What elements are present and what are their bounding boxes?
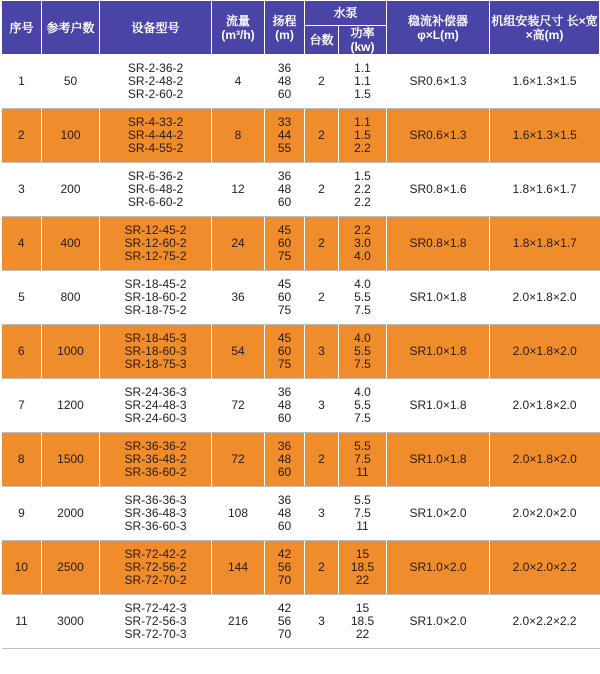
- cell-powers-line: 7.5: [354, 357, 371, 371]
- cell-index: 6: [2, 325, 42, 379]
- cell-models-line: SR-12-60-2: [124, 236, 187, 250]
- cell-heads-line: 60: [277, 411, 292, 425]
- cell-heads-line: 75: [277, 303, 292, 317]
- header-households: 参考户数: [42, 1, 100, 55]
- cell-index: 5: [2, 271, 42, 325]
- header-model: 设备型号: [100, 1, 212, 55]
- cell-pump-count: 2: [305, 541, 339, 595]
- header-flow: 流量(m³/h): [212, 1, 265, 55]
- cell-index: 1: [2, 55, 42, 109]
- cell-models: [100, 433, 212, 487]
- cell-models-line: SR-12-75-2: [124, 249, 187, 263]
- cell-models: [100, 379, 212, 433]
- cell-models: [100, 163, 212, 217]
- cell-powers-line: 2.2: [354, 195, 371, 209]
- table-row: [2, 109, 600, 163]
- table-row: [2, 163, 600, 217]
- cell-heads-line: 42: [277, 547, 292, 561]
- cell-heads: [265, 541, 305, 595]
- cell-powers-line: 15: [355, 547, 370, 561]
- cell-unit-size: 2.0×1.8×2.0: [490, 379, 600, 433]
- cell-pump-count: 2: [305, 109, 339, 163]
- cell-households: 1200: [42, 379, 100, 433]
- cell-heads-line: 48: [277, 74, 292, 88]
- cell-index: 2: [2, 109, 42, 163]
- cell-heads-line: 55: [277, 141, 292, 155]
- cell-heads: [265, 109, 305, 163]
- cell-models: [100, 271, 212, 325]
- cell-pump-count: 2: [305, 163, 339, 217]
- cell-heads-line: 70: [277, 573, 292, 587]
- cell-models-line: SR-2-48-2: [127, 74, 184, 88]
- cell-models-line: SR-4-55-2: [127, 141, 184, 155]
- cell-flow: 54: [212, 325, 265, 379]
- header-unit-size: 机组安装尺寸 长×宽×高(m): [490, 1, 600, 55]
- cell-powers-line: 11: [356, 519, 369, 533]
- cell-models-line: SR-24-60-3: [124, 411, 187, 425]
- cell-powers-line: 1.1: [354, 74, 371, 88]
- cell-models-line: SR-36-60-2: [124, 465, 187, 479]
- cell-heads-line: 48: [277, 398, 292, 412]
- cell-index: 4: [2, 217, 42, 271]
- cell-powers: [339, 595, 387, 649]
- cell-powers: [339, 487, 387, 541]
- cell-index: 8: [2, 433, 42, 487]
- cell-powers: [339, 325, 387, 379]
- cell-models-line: SR-72-70-3: [124, 627, 187, 641]
- cell-powers-line: 2.2: [354, 182, 371, 196]
- table-header: [2, 1, 600, 55]
- cell-powers-line: 22: [355, 573, 370, 587]
- cell-models-line: SR-12-45-2: [124, 223, 187, 237]
- cell-pump-count: 3: [305, 325, 339, 379]
- cell-flow: 8: [212, 109, 265, 163]
- cell-powers: [339, 109, 387, 163]
- table-row: [2, 217, 600, 271]
- header-pump-count: 台数: [305, 26, 339, 55]
- cell-models-line: SR-2-36-2: [127, 61, 184, 75]
- cell-powers-line: 1.5: [354, 87, 371, 101]
- cell-index: 9: [2, 487, 42, 541]
- cell-powers-line: 4.0: [354, 277, 371, 291]
- cell-models-line: SR-2-60-2: [127, 87, 184, 101]
- cell-heads: [265, 595, 305, 649]
- table-row: [2, 55, 600, 109]
- cell-heads-line: 60: [277, 87, 292, 101]
- cell-heads-line: 44: [277, 128, 292, 142]
- cell-powers-line: 5.5: [354, 344, 371, 358]
- cell-stabilizer: SR1.0×2.0: [387, 487, 490, 541]
- cell-heads-line: 60: [277, 465, 292, 479]
- cell-heads: [265, 487, 305, 541]
- cell-models-line: SR-18-45-3: [124, 331, 187, 345]
- cell-unit-size: 1.8×1.6×1.7: [490, 163, 600, 217]
- cell-flow: 72: [212, 379, 265, 433]
- cell-powers-line: 1.1: [354, 61, 371, 75]
- cell-heads: [265, 163, 305, 217]
- cell-unit-size: 2.0×1.8×2.0: [490, 433, 600, 487]
- cell-heads-line: 36: [277, 61, 292, 75]
- cell-pump-count: 2: [305, 433, 339, 487]
- cell-models: [100, 325, 212, 379]
- cell-powers-line: 18.5: [350, 614, 375, 628]
- cell-index: 11: [2, 595, 42, 649]
- cell-powers-line: 7.5: [354, 506, 371, 520]
- cell-powers: [339, 217, 387, 271]
- cell-pump-count: 2: [305, 217, 339, 271]
- cell-heads-line: 36: [277, 385, 292, 399]
- cell-powers-line: 22: [355, 627, 370, 641]
- cell-index: 3: [2, 163, 42, 217]
- cell-heads: [265, 379, 305, 433]
- cell-models-line: SR-18-60-3: [124, 344, 187, 358]
- cell-pump-count: 3: [305, 595, 339, 649]
- cell-powers-line: 18.5: [350, 560, 375, 574]
- cell-models-line: SR-4-33-2: [127, 115, 184, 129]
- cell-models-line: SR-18-45-2: [124, 277, 187, 291]
- cell-heads: [265, 325, 305, 379]
- cell-flow: 4: [212, 55, 265, 109]
- table-row: [2, 487, 600, 541]
- cell-pump-count: 3: [305, 379, 339, 433]
- cell-models-line: SR-6-48-2: [127, 182, 184, 196]
- cell-heads-line: 33: [277, 115, 292, 129]
- cell-stabilizer: SR1.0×2.0: [387, 541, 490, 595]
- cell-flow: 108: [212, 487, 265, 541]
- cell-powers-line: 4.0: [354, 385, 371, 399]
- cell-models: [100, 595, 212, 649]
- cell-models-line: SR-36-48-3: [124, 506, 187, 520]
- cell-heads: [265, 217, 305, 271]
- cell-households: 1500: [42, 433, 100, 487]
- cell-unit-size: 2.0×1.8×2.0: [490, 325, 600, 379]
- cell-models-line: SR-72-56-3: [124, 614, 187, 628]
- cell-heads-line: 60: [277, 344, 292, 358]
- cell-flow: 36: [212, 271, 265, 325]
- cell-heads-line: 60: [277, 290, 292, 304]
- cell-models: [100, 487, 212, 541]
- cell-households: 400: [42, 217, 100, 271]
- cell-stabilizer: SR1.0×2.0: [387, 595, 490, 649]
- cell-powers-line: 5.5: [354, 398, 371, 412]
- cell-unit-size: 2.0×2.0×2.0: [490, 487, 600, 541]
- cell-stabilizer: SR1.0×1.8: [387, 433, 490, 487]
- cell-models-line: SR-36-36-3: [124, 493, 187, 507]
- cell-models-line: SR-24-36-3: [124, 385, 187, 399]
- cell-flow: 216: [212, 595, 265, 649]
- cell-powers-line: 7.5: [354, 411, 371, 425]
- cell-powers-line: 2.2: [354, 141, 371, 155]
- cell-powers: [339, 541, 387, 595]
- cell-powers-line: 1.5: [354, 128, 371, 142]
- cell-powers-line: 3.0: [354, 236, 371, 250]
- cell-flow: 24: [212, 217, 265, 271]
- cell-models-line: SR-24-48-3: [124, 398, 187, 412]
- cell-unit-size: 2.0×2.0×2.2: [490, 541, 600, 595]
- cell-heads-line: 70: [277, 627, 292, 641]
- cell-powers-line: 4.0: [354, 331, 371, 345]
- cell-heads-line: 36: [277, 169, 292, 183]
- cell-heads-line: 60: [277, 236, 292, 250]
- cell-heads-line: 42: [277, 601, 292, 615]
- cell-stabilizer: SR0.6×1.3: [387, 109, 490, 163]
- cell-powers-line: 5.5: [354, 290, 371, 304]
- cell-heads-line: 36: [277, 439, 292, 453]
- cell-powers-line: 2.2: [354, 223, 371, 237]
- cell-models-line: SR-36-60-3: [124, 519, 187, 533]
- cell-heads-line: 56: [277, 560, 292, 574]
- cell-flow: 12: [212, 163, 265, 217]
- cell-heads-line: 48: [277, 506, 292, 520]
- table-row: [2, 271, 600, 325]
- table-row: [2, 325, 600, 379]
- table-row: [2, 379, 600, 433]
- header-stabilizer: 稳流补偿器 φ×L(m): [387, 1, 490, 55]
- header-index: 序号: [2, 1, 42, 55]
- cell-powers-line: 15: [355, 601, 370, 615]
- cell-households: 800: [42, 271, 100, 325]
- table-body: [2, 55, 600, 649]
- cell-powers: [339, 271, 387, 325]
- cell-stabilizer: SR0.6×1.3: [387, 55, 490, 109]
- cell-pump-count: 2: [305, 55, 339, 109]
- header-pump-power: 功率(kw): [339, 26, 387, 55]
- cell-flow: 72: [212, 433, 265, 487]
- cell-models: [100, 109, 212, 163]
- cell-stabilizer: SR1.0×1.8: [387, 325, 490, 379]
- cell-powers-line: 1.5: [354, 169, 371, 183]
- cell-models-line: SR-18-60-2: [124, 290, 187, 304]
- cell-powers-line: 5.5: [354, 439, 371, 453]
- cell-index: 7: [2, 379, 42, 433]
- cell-stabilizer: SR1.0×1.8: [387, 271, 490, 325]
- cell-heads-line: 45: [277, 277, 292, 291]
- cell-heads-line: 48: [277, 182, 292, 196]
- cell-models-line: SR-4-44-2: [127, 128, 184, 142]
- cell-models-line: SR-6-36-2: [127, 169, 184, 183]
- cell-households: 2000: [42, 487, 100, 541]
- header-pump-group: 水泵: [305, 1, 387, 26]
- cell-index: 10: [2, 541, 42, 595]
- cell-models-line: SR-72-42-2: [124, 547, 187, 561]
- cell-powers: [339, 163, 387, 217]
- cell-models-line: SR-18-75-3: [124, 357, 187, 371]
- cell-heads-line: 60: [277, 519, 292, 533]
- cell-flow: 144: [212, 541, 265, 595]
- cell-powers-line: 5.5: [354, 493, 371, 507]
- cell-powers-line: 7.5: [354, 303, 371, 317]
- cell-models-line: SR-36-48-2: [124, 452, 187, 466]
- cell-models: [100, 217, 212, 271]
- cell-pump-count: 3: [305, 487, 339, 541]
- cell-heads-line: 36: [277, 493, 292, 507]
- cell-households: 50: [42, 55, 100, 109]
- cell-powers: [339, 433, 387, 487]
- cell-models-line: SR-72-42-3: [124, 601, 187, 615]
- cell-pump-count: 2: [305, 271, 339, 325]
- cell-households: 3000: [42, 595, 100, 649]
- header-head: 扬程(m): [265, 1, 305, 55]
- cell-heads: [265, 55, 305, 109]
- cell-models-line: SR-6-60-2: [127, 195, 184, 209]
- cell-unit-size: 1.6×1.3×1.5: [490, 109, 600, 163]
- cell-heads-line: 75: [277, 357, 292, 371]
- cell-models: [100, 541, 212, 595]
- cell-models-line: SR-36-36-2: [124, 439, 187, 453]
- cell-heads: [265, 433, 305, 487]
- cell-powers-line: 11: [356, 465, 369, 479]
- table-row: [2, 541, 600, 595]
- cell-heads-line: 75: [277, 249, 292, 263]
- cell-models-line: SR-18-75-2: [124, 303, 187, 317]
- table-row: [2, 433, 600, 487]
- cell-unit-size: 2.0×2.2×2.2: [490, 595, 600, 649]
- cell-models: [100, 55, 212, 109]
- cell-models-line: SR-72-56-2: [124, 560, 187, 574]
- cell-heads-line: 45: [277, 223, 292, 237]
- cell-powers-line: 7.5: [354, 452, 371, 466]
- cell-powers: [339, 379, 387, 433]
- cell-heads-line: 56: [277, 614, 292, 628]
- cell-households: 2500: [42, 541, 100, 595]
- cell-stabilizer: SR0.8×1.8: [387, 217, 490, 271]
- cell-powers-line: 4.0: [354, 249, 371, 263]
- cell-unit-size: 1.6×1.3×1.5: [490, 55, 600, 109]
- cell-heads-line: 48: [277, 452, 292, 466]
- cell-households: 200: [42, 163, 100, 217]
- cell-unit-size: 1.8×1.8×1.7: [490, 217, 600, 271]
- cell-models-line: SR-72-70-2: [124, 573, 187, 587]
- cell-heads-line: 45: [277, 331, 292, 345]
- cell-powers-line: 1.1: [354, 115, 371, 129]
- cell-powers: [339, 55, 387, 109]
- cell-households: 1000: [42, 325, 100, 379]
- cell-heads: [265, 271, 305, 325]
- cell-households: 100: [42, 109, 100, 163]
- cell-heads-line: 60: [277, 195, 292, 209]
- cell-stabilizer: SR1.0×1.8: [387, 379, 490, 433]
- table-row: [2, 595, 600, 649]
- equipment-spec-table: [1, 0, 600, 649]
- cell-unit-size: 2.0×1.8×2.0: [490, 271, 600, 325]
- cell-stabilizer: SR0.8×1.6: [387, 163, 490, 217]
